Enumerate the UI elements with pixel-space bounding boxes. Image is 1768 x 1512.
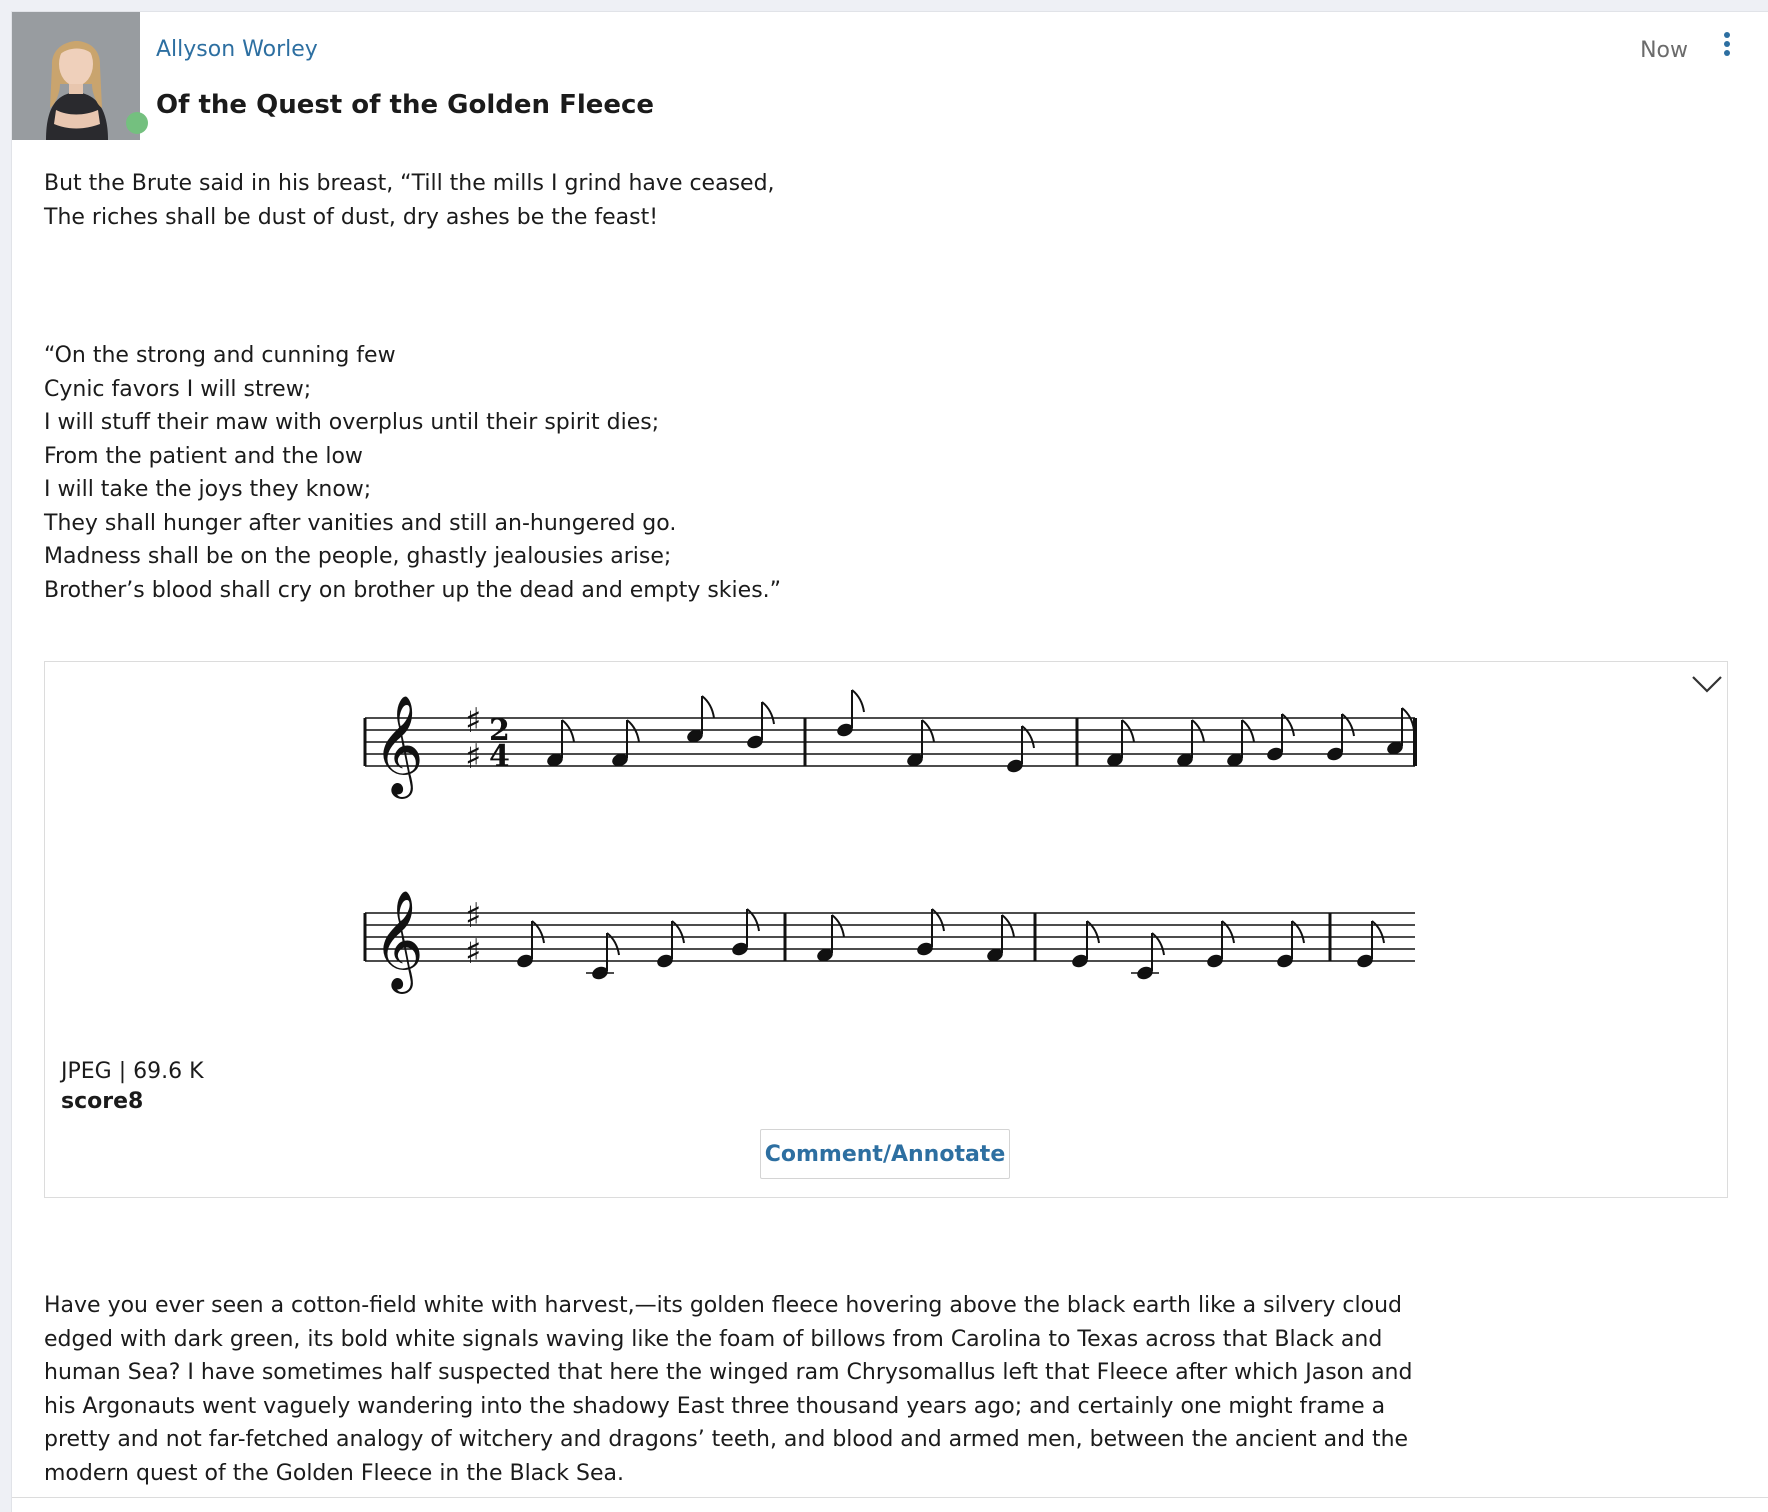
music-note [985,915,1014,963]
music-note [1105,720,1134,768]
chevron-down-icon[interactable] [1689,668,1725,698]
verse-line: “On the strong and cunning few [44,343,396,368]
music-note [1355,921,1384,969]
verse-line: Madness shall be on the people, ghastly jealousies arise; [44,544,672,569]
music-note [1385,708,1414,756]
verse-line: I will take the joys they know; [44,477,372,502]
more-vertical-icon[interactable] [1722,32,1732,60]
verse-line: From the patient and the low [44,443,363,469]
music-note [1265,714,1294,762]
verse-stanza-1 [44,167,775,234]
verse-stanza-2 [44,339,781,607]
online-status-indicator [126,112,148,134]
post-card [11,11,1768,1512]
music-note [1205,921,1234,969]
sheet-music-image[interactable] [355,678,1425,1018]
music-note [610,720,639,768]
file-name: score8 [61,1089,144,1114]
verse-line: Cynic favors I will strew; [44,376,312,402]
music-note [515,921,544,969]
music-note [545,720,574,768]
key-signature-sharp: ♯ [465,701,482,741]
post-title: Of the Quest of the Golden Fleece [156,90,655,120]
score-staff [365,890,1415,994]
music-note [1275,921,1304,969]
treble-clef: 𝄞 [373,890,424,990]
music-note [905,720,934,768]
music-note [815,915,844,963]
music-note [655,921,684,969]
time-signature-top: 2 [489,713,510,748]
time-signature-bottom: 4 [489,739,510,774]
post-timestamp: Now [1640,38,1688,63]
music-note [1225,720,1254,768]
file-info: JPEG | 69.6 K [61,1059,204,1084]
music-note [1005,726,1034,774]
music-note [915,909,944,957]
music-note [1325,714,1354,762]
music-note [1131,933,1164,981]
music-note [1175,720,1204,768]
verse-line: The riches shall be dust of dust, dry ashes be the feast! [44,204,659,230]
author-name-link[interactable]: Allyson Worley [156,37,318,62]
music-note [730,909,759,957]
music-note [835,690,864,738]
divider [12,1497,1768,1498]
treble-clef: 𝄞 [373,695,424,795]
music-note [745,702,774,750]
image-attachment [44,661,1728,1198]
key-signature-sharp: ♯ [465,932,482,972]
avatar[interactable] [12,12,140,140]
score-staff [365,690,1415,799]
key-signature-sharp: ♯ [465,737,482,777]
key-signature-sharp: ♯ [465,896,482,936]
comment-annotate-button[interactable]: Comment/Annotate [760,1129,1010,1179]
file-meta [61,1057,204,1117]
verse-line: But the Brute said in his breast, “Till the mills I grind have ceased, [44,171,775,196]
music-note [1070,921,1099,969]
verse-line: They shall hunger after vanities and still an-hungered go. [44,510,677,536]
verse-line: Brother’s blood shall cry on brother up the dead and empty skies.” [44,577,782,603]
verse-line: I will stuff their maw with overplus until their spirit dies; [44,410,660,435]
avatar-photo [12,12,140,140]
music-note [685,696,714,744]
music-note [586,933,619,981]
post-body-paragraph: Have you ever seen a cotton-field white with harvest,—its golden fleece hovering above the black earth like a silvery cloud edged with dark green, its bold white signals waving like the foam of billows from Carolina to Texas across that Black and human Sea? I have sometimes half suspected that here the winged ram Chrysomallus left that Fleece after which Jason and his Argonauts went vaguely wandering into the shadowy East three thousand years ago; and certainly one might frame a pretty and not far-fetched analogy of witchery and dragons’ teeth, and blood and armed men, between the ancient and the modern quest of the Golden Fleece in the Black Sea. [44,1293,1413,1486]
